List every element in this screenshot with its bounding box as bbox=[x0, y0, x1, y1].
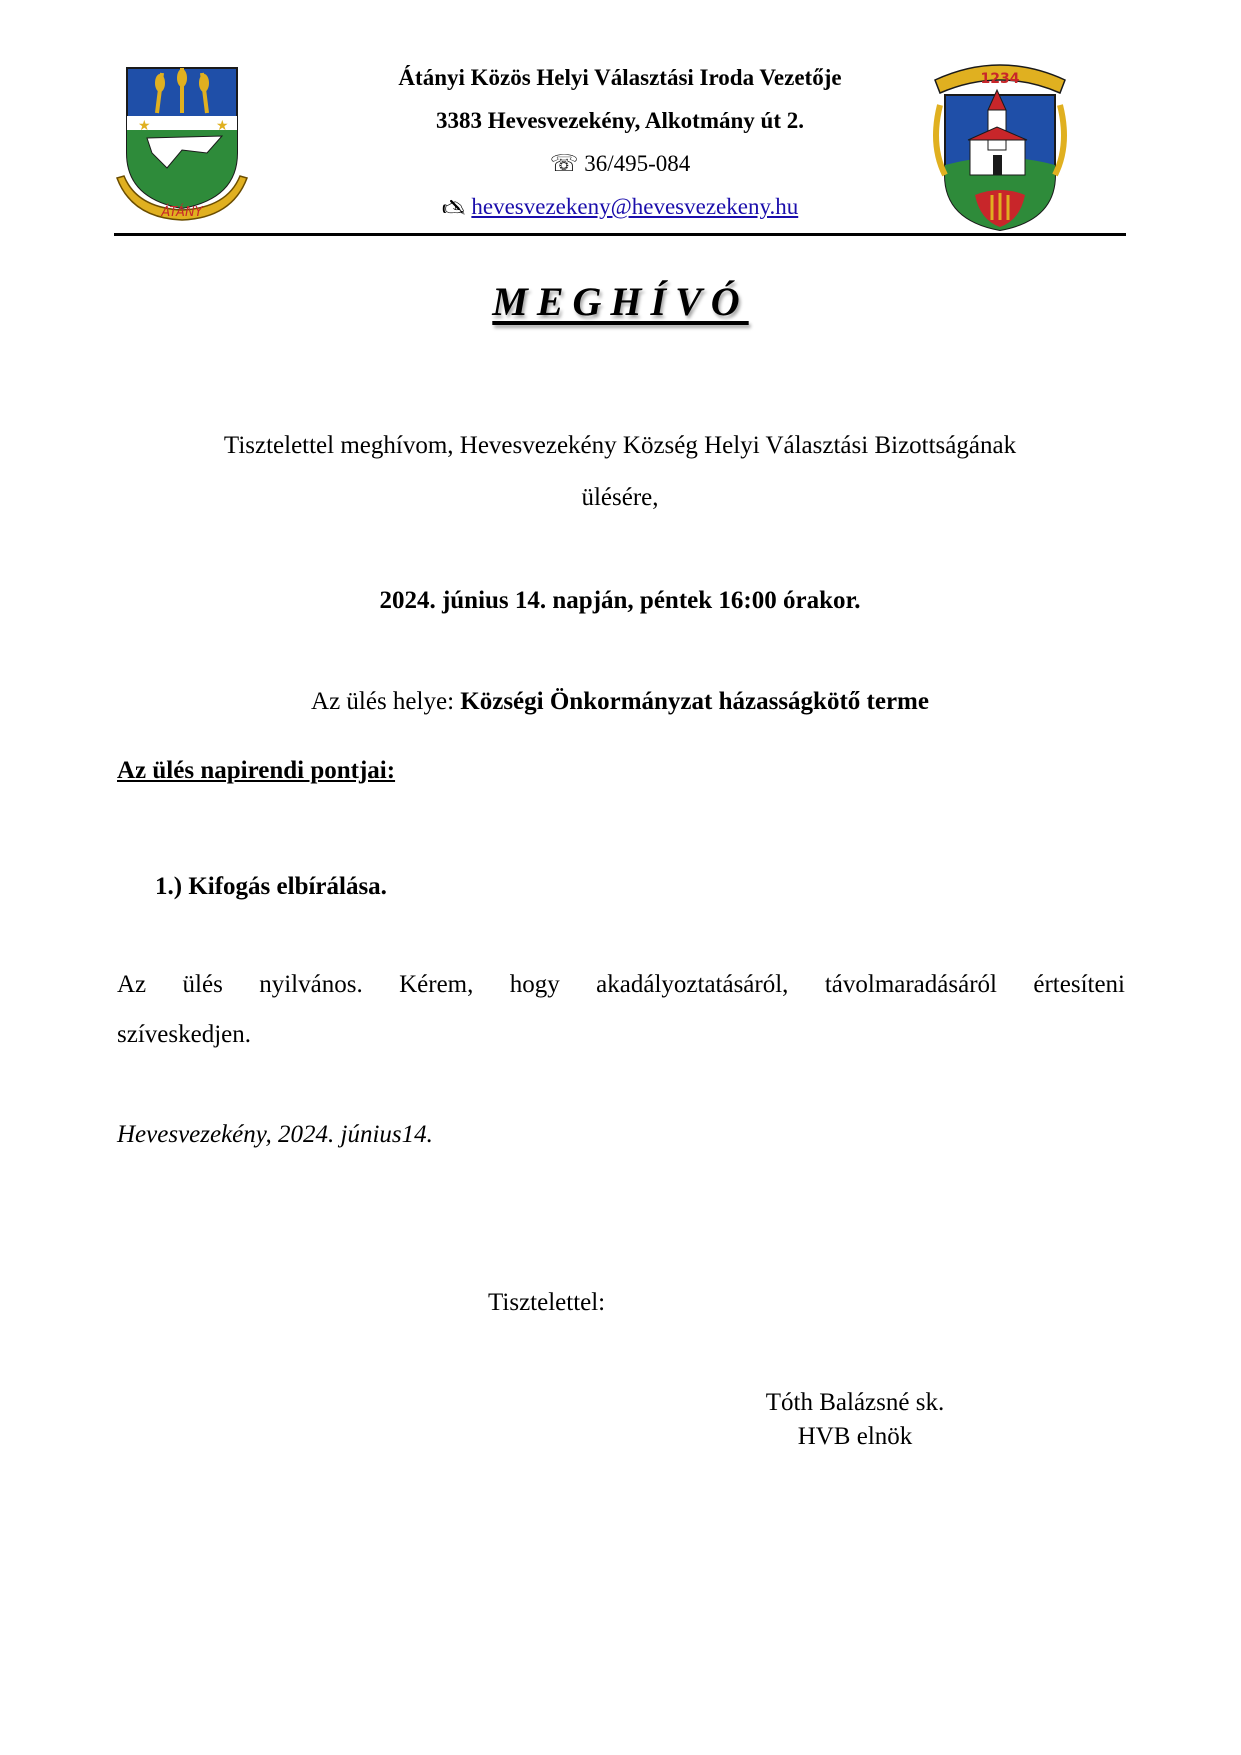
signatory-name: Tóth Balázsné sk. bbox=[765, 1389, 945, 1416]
phone-icon: ☏ bbox=[549, 151, 579, 176]
venue-label: Az ülés helye: bbox=[311, 688, 461, 715]
office-name: Átányi Közös Helyi Választási Iroda Vezetője bbox=[398, 65, 842, 90]
agenda-heading: Az ülés napirendi pontjai: bbox=[117, 757, 396, 784]
hevesvezekeny-crest-icon bbox=[930, 55, 1070, 235]
email-link[interactable]: hevesvezekeny@hevesvezekeny.hu bbox=[471, 194, 799, 219]
atany-coat-of-arms bbox=[112, 58, 252, 228]
venue-line bbox=[114, 687, 1126, 717]
hevesvezekeny-coat-of-arms bbox=[930, 55, 1070, 235]
intro-line-2: ülésére, bbox=[581, 484, 659, 511]
notice-line-2: szíveskedjen. bbox=[117, 1021, 251, 1048]
notice-line-1: Az ülés nyilvános. Kérem, hogy akadályoztatásáról, távolmaradásáról értesíteni bbox=[117, 971, 1125, 998]
office-address: 3383 Hevesvezekény, Alkotmány út 2. bbox=[436, 108, 804, 133]
atany-crest-icon bbox=[112, 58, 252, 228]
signatory-role: HVB elnök bbox=[797, 1423, 913, 1450]
venue-value: Községi Önkormányzat házasságkötő terme bbox=[460, 688, 929, 715]
intro-line-1: Tisztelettel meghívom, Hevesvezekény Község Helyi Választási Bizottságának bbox=[223, 432, 1017, 459]
place-date: Hevesvezekény, 2024. június14. bbox=[117, 1121, 433, 1148]
email-line bbox=[300, 185, 940, 228]
closing-greeting: Tisztelettel: bbox=[488, 1289, 606, 1316]
phone-number: 36/495-084 bbox=[584, 151, 691, 176]
email-icon: 🖎 bbox=[441, 195, 466, 219]
letterhead bbox=[300, 56, 940, 228]
svg-text:1234: 1234 bbox=[980, 71, 1020, 87]
agenda-item: 1.) Kifogás elbírálása. bbox=[155, 873, 387, 900]
phone-line bbox=[300, 142, 940, 185]
svg-text:★: ★ bbox=[216, 118, 229, 134]
svg-text:★: ★ bbox=[138, 118, 151, 134]
document-title: MEGHÍVÓ bbox=[492, 279, 749, 324]
meeting-date: 2024. június 14. napján, péntek 16:00 órakor. bbox=[379, 587, 861, 614]
header-divider bbox=[114, 233, 1126, 236]
svg-text:ÁTÁNY: ÁTÁNY bbox=[161, 205, 203, 220]
